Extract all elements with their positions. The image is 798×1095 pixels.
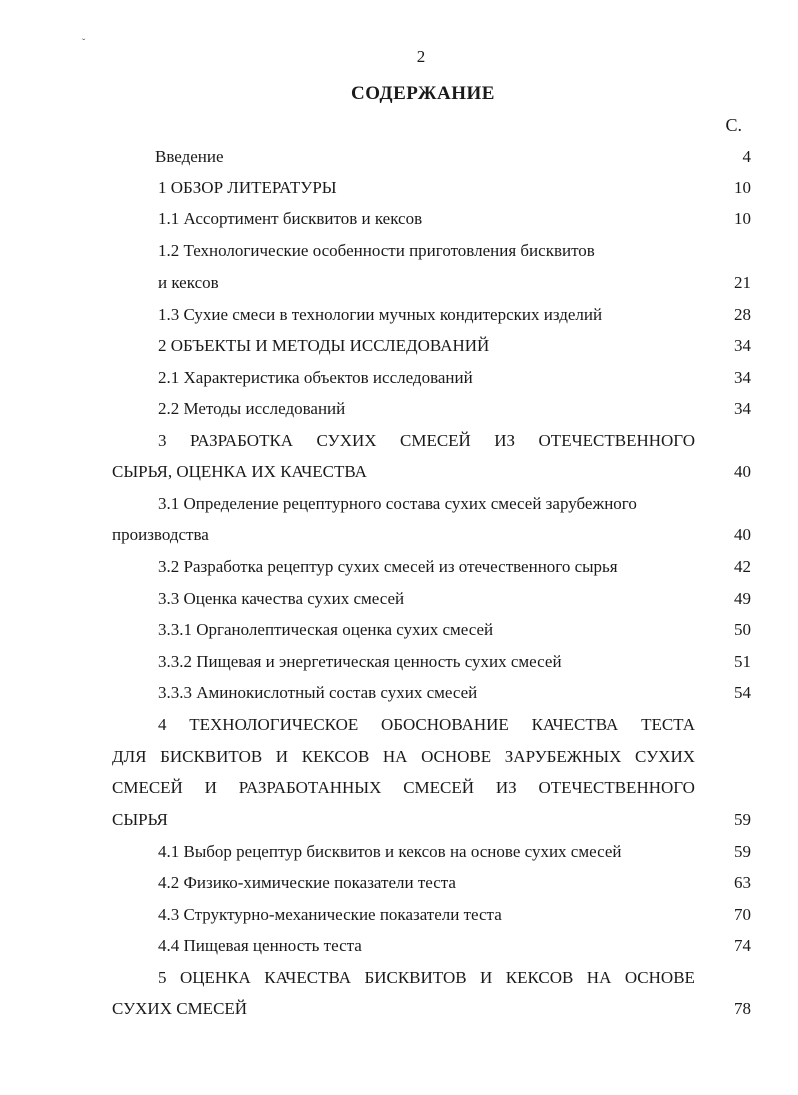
toc-word: ОБОСНОВАНИЕ — [381, 715, 509, 734]
toc-entry-text — [112, 775, 695, 801]
toc-entry-text: СЫРЬЯ, ОЦЕНКА ИХ КАЧЕСТВА — [112, 462, 367, 481]
toc-page-number: 70 — [734, 905, 751, 924]
toc-word: КЕКСОВ — [301, 747, 370, 766]
scan-mark: ˇ — [82, 38, 86, 49]
page-column-label: С. — [725, 115, 742, 135]
toc-entry-text: 3.3.2 Пищевая и энергетическая ценность сухих смесей — [158, 652, 562, 671]
toc-entry — [158, 965, 695, 991]
toc-page-number: 63 — [734, 873, 751, 892]
toc-entry-text: Введение — [155, 147, 224, 166]
toc-entry-text: 4.1 Выбор рецептур бисквитов и кексов на основе сухих смесей — [158, 842, 622, 861]
toc-word: И — [275, 747, 289, 766]
page-number: 2 — [416, 47, 426, 66]
toc-word: НА — [586, 968, 612, 987]
toc-entry-text: 3.3 Оценка качества сухих смесей — [158, 589, 405, 608]
toc-entry-text: 3.2 Разработка рецептур сухих смесей из отечественного сырья — [158, 557, 618, 576]
toc-word: СУХИХ — [316, 431, 377, 450]
toc-word: БИСКВИТОВ — [364, 968, 467, 987]
toc-entry-text: 4.3 Структурно-механические показатели теста — [158, 905, 502, 924]
toc-entry-text — [158, 965, 695, 991]
toc-page-number: 34 — [734, 368, 751, 387]
toc-entry-text: 1 ОБЗОР ЛИТЕРАТУРЫ — [158, 178, 337, 197]
toc-entry-text: 4.2 Физико-химические показатели теста — [158, 873, 456, 892]
toc-word: 4 — [158, 715, 167, 734]
toc-page-number: 74 — [734, 936, 751, 955]
toc-page-number: 78 — [734, 999, 751, 1018]
toc-word: КЕКСОВ — [505, 968, 574, 987]
toc-page-number: 59 — [734, 842, 751, 861]
toc-word: СУХИХ — [635, 747, 695, 766]
toc-word: ОТЕЧЕСТВЕННОГО — [538, 778, 695, 797]
toc-word: ОСНОВЕ — [624, 968, 695, 987]
toc-entry — [112, 744, 695, 770]
toc-page-number: 10 — [734, 178, 751, 197]
toc-entry-text: 2.1 Характеристика объектов исследований — [158, 368, 473, 387]
toc-entry-text: 3.1 Определение рецептурного состава сухих смесей зарубежного — [158, 494, 637, 513]
toc-word: РАЗРАБОТКА — [189, 431, 294, 450]
toc-word: ОСНОВЕ — [421, 747, 492, 766]
toc-entry — [158, 428, 695, 454]
toc-word: ИЗ — [495, 778, 517, 797]
toc-page-number: 40 — [734, 525, 751, 544]
toc-entry-text — [158, 712, 695, 738]
toc-entry-text: СУХИХ СМЕСЕЙ — [112, 999, 248, 1018]
toc-word: БИСКВИТОВ — [160, 747, 263, 766]
toc-entry-text: 2 ОБЪЕКТЫ И МЕТОДЫ ИССЛЕДОВАНИЙ — [158, 336, 490, 355]
toc-entry-text: 1.3 Сухие смеси в технологии мучных кондитерских изделий — [158, 305, 603, 324]
toc-page-number: 50 — [734, 620, 751, 639]
toc-word: КАЧЕСТВА — [531, 715, 619, 734]
toc-page-number: 10 — [734, 209, 751, 228]
toc-word: ЗАРУБЕЖНЫХ — [504, 747, 622, 766]
toc-entry — [158, 712, 695, 738]
page-title: СОДЕРЖАНИЕ — [351, 83, 495, 104]
toc-page-number: 40 — [734, 462, 751, 481]
toc-entry-text: 1.2 Технологические особенности приготовления бисквитов — [158, 241, 595, 260]
toc-word: РАЗРАБОТАННЫХ — [238, 778, 382, 797]
toc-page-number: 49 — [734, 589, 751, 608]
toc-page-number: 51 — [734, 652, 751, 671]
toc-entry-text — [158, 428, 695, 454]
toc-page-number: 4 — [742, 147, 751, 166]
toc-entry-text — [112, 744, 695, 770]
toc-word: СМЕСЕЙ — [112, 778, 183, 797]
toc-word: ОЦЕНКА — [179, 968, 251, 987]
toc-entry-text: СЫРЬЯ — [112, 810, 168, 829]
toc-page-number: 42 — [734, 557, 751, 576]
toc-entry-text: 1.1 Ассортимент бисквитов и кексов — [158, 209, 423, 228]
toc-word: ТЕХНОЛОГИЧЕСКОЕ — [189, 715, 359, 734]
toc-word: 3 — [158, 431, 167, 450]
toc-word: ИЗ — [494, 431, 516, 450]
toc-word: 5 — [158, 968, 167, 987]
toc-page-number: 28 — [734, 305, 751, 324]
toc-page-number: 34 — [734, 399, 751, 418]
toc-word: ДЛЯ — [112, 747, 147, 766]
toc-entry-text: 4.4 Пищевая ценность теста — [158, 936, 362, 955]
toc-page-number: 34 — [734, 336, 751, 355]
toc-word: И — [480, 968, 493, 987]
toc-word: СМЕСЕЙ — [403, 778, 475, 797]
toc-word: И — [204, 778, 217, 797]
toc-word: ОТЕЧЕСТВЕННОГО — [538, 431, 695, 450]
toc-entry-text: 3.3.1 Органолептическая оценка сухих смесей — [158, 620, 494, 639]
toc-word: КАЧЕСТВА — [264, 968, 351, 987]
toc-page-number: 21 — [734, 273, 751, 292]
toc-page-number: 54 — [734, 683, 751, 702]
toc-word: НА — [382, 747, 408, 766]
toc-word: ТЕСТА — [641, 715, 695, 734]
toc-word: СМЕСЕЙ — [399, 431, 471, 450]
toc-page-number: 59 — [734, 810, 751, 829]
toc-entry-text: производства — [112, 525, 209, 544]
toc-entry-text: 3.3.3 Аминокислотный состав сухих смесей — [158, 683, 478, 702]
toc-entry-text: 2.2 Методы исследований — [158, 399, 346, 418]
toc-entry-text: и кексов — [158, 273, 219, 292]
toc-entry — [112, 775, 695, 801]
